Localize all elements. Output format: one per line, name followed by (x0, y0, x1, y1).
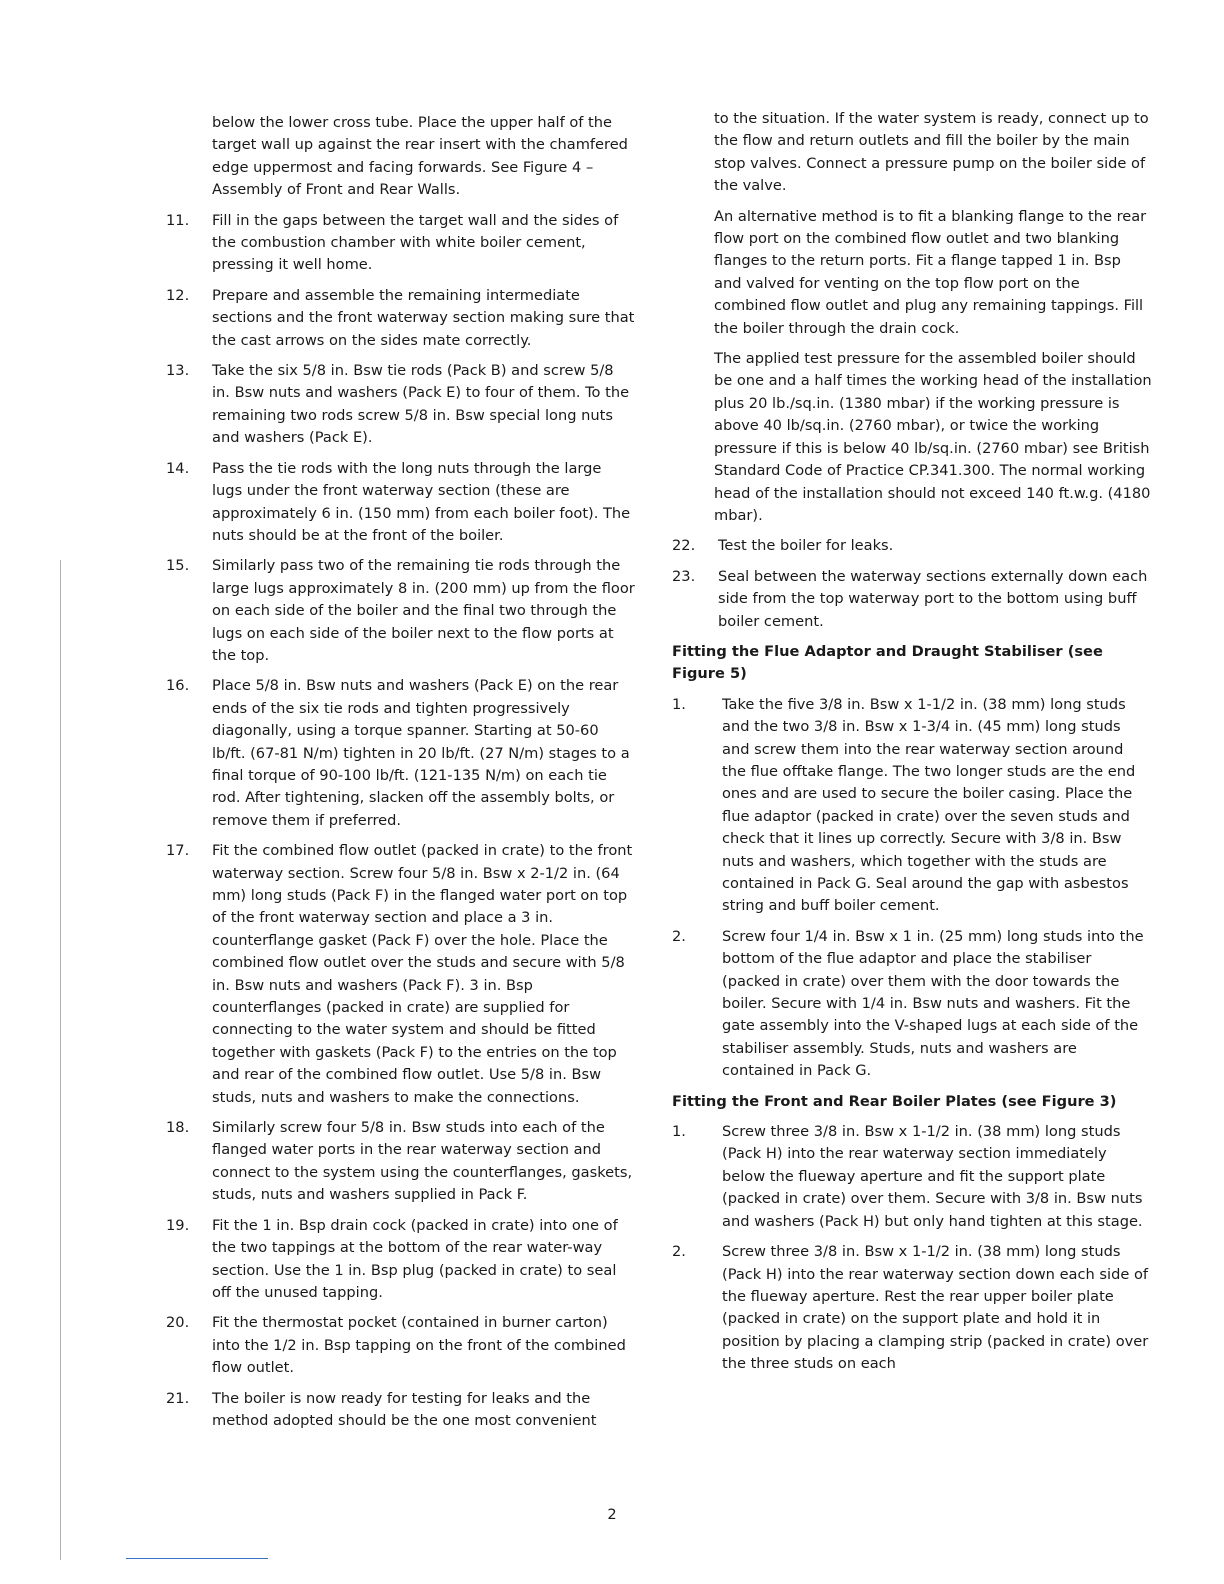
item-text: Fit the thermostat pocket (contained in burner carton) into the 1/2 in. Bsp tapping on the front of the combined flow outlet. (212, 1314, 626, 1377)
item-number: 19. (166, 1216, 190, 1234)
item-text: Take the six 5/8 in. Bsw tie rods (Pack B) and screw 5/8 in. Bsw nuts and washers (Pack E) to four of them. To the remaining two rods screw 5/8 in. Bsw special long nuts and washers (Pack E). (212, 362, 630, 447)
list-item (672, 566, 1152, 633)
item-text: Seal between the waterway sections externally down each side from the top waterway port to the bottom using buff boiler cement. (718, 567, 1148, 630)
item-text: Fill in the gaps between the target wall and the sides of the combustion chamber with white boiler cement, pressing it well home. (212, 211, 619, 274)
list-item (166, 210, 636, 277)
item-number: 15. (166, 557, 190, 575)
item-text: Fit the combined flow outlet (packed in crate) to the front waterway section. Screw four 5/8 in. Bsw x 2-1/2 in. (64 mm) long studs (Pack F) in the flanged water port on top of the front waterway section and place a 3 in. counterflange gasket (Pack F) over the hole. Place the combined flow outlet over the studs and secure with 5/8 in. Bsw nuts and washers (Pack F). 3 in. Bsp counterflanges (packed in crate) are supplied for connecting to the water system and should be fitted together with gaskets (Pack F) to the entries on the top and rear of the combined flow outlet. Use 5/8 in. Bsw studs, nuts and washers to make the connections. (212, 842, 633, 1106)
item-text: Screw three 3/8 in. Bsw x 1-1/2 in. (38 mm) long studs (Pack H) into the rear waterway section down each side of the flueway aperture. Rest the rear upper boiler plate (packed in crate) on the support plate and hold it in position by placing a clamping strip (packed in crate) over the three studs on each (722, 1243, 1149, 1373)
test-method-paragraphs (672, 108, 1152, 527)
list-item (166, 1215, 636, 1305)
continuation-paragraph: below the lower cross tube. Place the upper half of the target wall up against the rear insert with the chamfered edge uppermost and facing forwards. See Figure 4 – Assembly of Front and Rear Walls. (212, 114, 628, 199)
item-number: 20. (166, 1314, 190, 1332)
item-text: Similarly pass two of the remaining tie rods through the large lugs approximately 8 in. (200 mm) up from the floor on each side of the boiler and the final two through the lugs on each side of the boiler next to the flow ports at the top. (212, 557, 635, 664)
item-number: 2. (672, 927, 686, 945)
list-item (166, 1312, 636, 1379)
list-item (166, 360, 636, 450)
item-number: 14. (166, 459, 190, 477)
list-item (166, 840, 636, 1109)
item-number: 23. (672, 567, 696, 585)
item-text: Screw four 1/4 in. Bsw x 1 in. (25 mm) long studs into the bottom of the flue adaptor and place the stabiliser (packed in crate) over them with the door towards the boiler. Secure with 1/4 in. Bsw nuts and washers. Fit the gate assembly into the V-shaped lugs at each side of the stabiliser assembly. Studs, nuts and washers are contained in Pack G. (722, 927, 1144, 1080)
item-number: 13. (166, 362, 190, 380)
list-item (166, 1388, 636, 1433)
item-number: 1. (672, 1123, 686, 1141)
list-item (672, 926, 1152, 1083)
left-numbered-list (166, 210, 636, 1433)
item-number: 18. (166, 1119, 190, 1137)
list-item (672, 1121, 1152, 1233)
item-text: The boiler is now ready for testing for leaks and the method adopted should be the one most convenient (212, 1389, 597, 1429)
item-number: 12. (166, 286, 190, 304)
item-text: Prepare and assemble the remaining intermediate sections and the front waterway section making sure that the cast arrows on the sides mate correctly. (212, 286, 635, 349)
paragraph: The applied test pressure for the assembled boiler should be one and a half times the working head of the installation plus 20 lb./sq.in. (1380 mbar) if the working pressure is above 40 lb/sq.in. (2760 mbar), or twice the working pressure if this is below 40 lb/sq.in. (2760 mbar) see British Standard Code of Practice CP.341.300. The normal working head of the installation should not exceed 140 ft.w.g. (4180 mbar). (714, 350, 1152, 524)
list-item (672, 535, 1152, 557)
list-item (166, 285, 636, 352)
list-item (672, 694, 1152, 918)
item-text: Similarly screw four 5/8 in. Bsw studs into each of the flanged water ports in the rear waterway section and connect to the system using the counterflanges, gaskets, studs, nuts and washers supplied in Pack F. (212, 1119, 633, 1204)
item-number: 21. (166, 1389, 190, 1407)
paragraph: An alternative method is to fit a blanking flange to the rear flow port on the combined flow outlet and two blanking flanges to the return ports. Fit a flange tapped 1 in. Bsp and valved for venting on the top flow port on the combined flow outlet and plug any remaining tappings. Fill the boiler through the drain cock. (714, 207, 1147, 337)
list-item (166, 555, 636, 667)
scan-edge-line (60, 560, 61, 1560)
list-item (672, 1241, 1152, 1375)
paragraph: to the situation. If the water system is ready, connect up to the flow and return outlets and fill the boiler by the main stop valves. Connect a pressure pump on the boiler side of the valve. (714, 110, 1149, 195)
page-number: 2 (607, 1506, 617, 1523)
item-text: Take the five 3/8 in. Bsw x 1-1/2 in. (38 mm) long studs and the two 3/8 in. Bsw x 1-3/4 in. (45 mm) long studs and screw them into the rear waterway section around the flue offtake flange. The two longer studs are the end ones and are used to secure the boiler casing. Place the flue adaptor (packed in crate) over the seven studs and check that it lines up correctly. Secure with 3/8 in. Bsw nuts and washers, which together with the studs are contained in Pack G. Seal around the gap with asbestos string and buff boiler cement. (722, 695, 1136, 915)
item-number: 17. (166, 842, 190, 860)
section-heading-flue-adaptor: Fitting the Flue Adaptor and Draught Stabiliser (see Figure 5) (672, 642, 1103, 683)
item-number: 1. (672, 695, 686, 713)
item-number: 22. (672, 537, 696, 555)
footer-rule (126, 1558, 268, 1559)
list-item (166, 458, 636, 548)
item-text: Fit the 1 in. Bsp drain cock (packed in crate) into one of the two tappings at the bottom of the rear water-way section. Use the 1 in. Bsp plug (packed in crate) to seal off the unused tapping. (212, 1216, 618, 1301)
left-column (166, 112, 636, 1440)
section-heading-boiler-plates: Fitting the Front and Rear Boiler Plates (see Figure 3) (672, 1092, 1117, 1110)
item-text: Place 5/8 in. Bsw nuts and washers (Pack E) on the rear ends of the six tie rods and tighten progressively diagonally, using a torque spanner. Starting at 50-60 lb/ft. (67-81 N/m) tighten in 20 lb/ft. (27 N/m) stages to a final torque of 90-100 lb/ft. (121-135 N/m) on each tie rod. After tightening, slacken off the assembly bolts, or remove them if preferred. (212, 677, 630, 829)
item-text: Screw three 3/8 in. Bsw x 1-1/2 in. (38 mm) long studs (Pack H) into the rear waterway section immediately below the flueway aperture and fit the support plate (packed in crate) over them. Secure with 3/8 in. Bsw nuts and washers (Pack H) but only hand tighten at this stage. (722, 1123, 1143, 1230)
right-column (672, 108, 1152, 1384)
item-text: Pass the tie rods with the long nuts through the large lugs under the front waterway section (these are approximately 6 in. (150 mm) from each boiler foot). The nuts should be at the front of the boiler. (212, 459, 631, 544)
item-number: 16. (166, 677, 190, 695)
list-item (166, 1117, 636, 1207)
item-number: 2. (672, 1243, 686, 1261)
item-text: Test the boiler for leaks. (718, 537, 894, 555)
list-item (166, 675, 636, 832)
item-number: 11. (166, 211, 190, 229)
